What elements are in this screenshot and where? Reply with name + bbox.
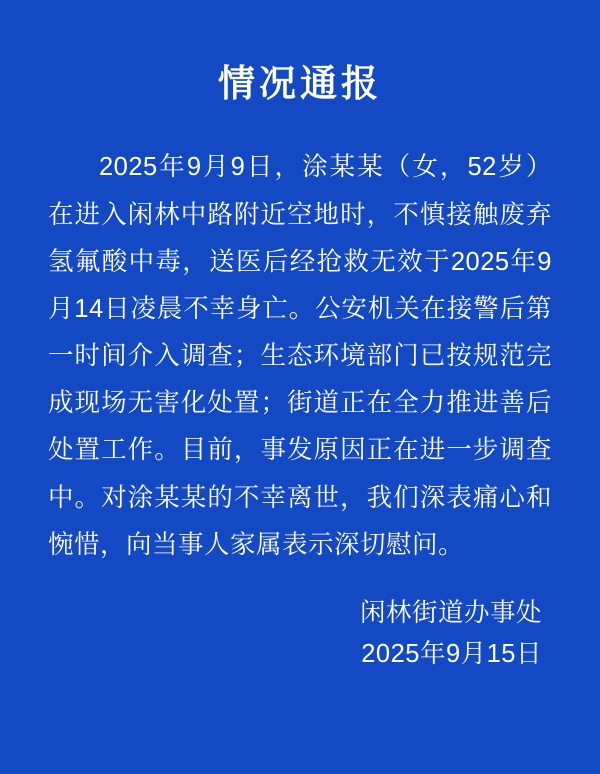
notice-body-text: 2025年9月9日，涂某某（女，52岁）在进入闲林中路附近空地时，不慎接触废弃氢氟酸中毒，送医后经抢救无效于2025年9月14日凌晨不幸身亡。公安机关在接警后第一时间介入调查；生态环境部门已按规范完成现场无害化处置；街道正在全力推进善后处置工作。目前，事发原因正在进一步调查中。对涂某某的不幸离世，我们深表痛心和惋惜，向当事人家属表示深切慰问。 xyxy=(48,153,552,559)
signature-block xyxy=(48,593,552,753)
signature-issuer: 闲林街道办事处 xyxy=(359,598,542,627)
signature-date: 2025年9月15日 xyxy=(361,639,542,668)
page-title: 情况通报 xyxy=(218,63,382,104)
layout-spacer xyxy=(48,569,552,593)
